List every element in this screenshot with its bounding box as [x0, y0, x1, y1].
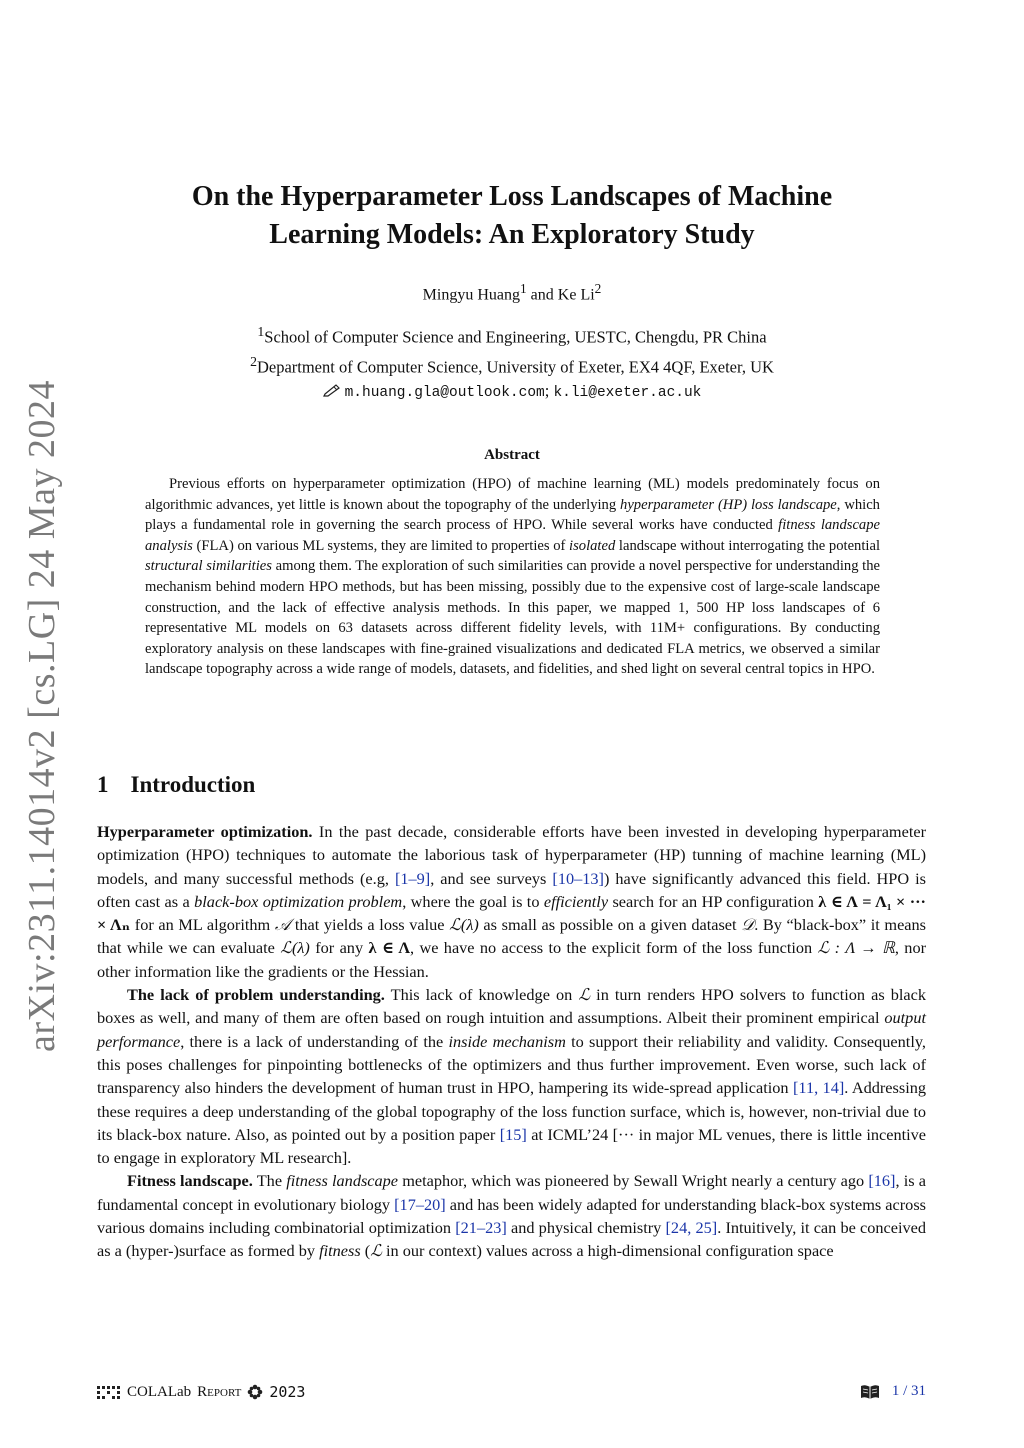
citation-link[interactable]: [10–13]	[552, 868, 604, 888]
pen-icon	[323, 383, 341, 397]
text: ) have significantly advanced this field. HPO is often cast as a	[97, 868, 926, 911]
abstract-emph: hyperparameter (HP) loss landscape	[620, 496, 837, 513]
page-number[interactable]: 1 / 31	[891, 1383, 926, 1399]
affil-mark: 2	[250, 353, 257, 369]
math: ℒ(λ)	[449, 915, 479, 935]
author-list	[100, 281, 924, 304]
abstract-text: among them. The exploration of such similarities can provide a novel perspective for understanding the mechanism behind modern HPO methods, but has been missing, possibly due to the expensive cost of large-scale landscape construction, and the lack of effective analysis methods. In this paper, we mapped 1, 500 HP loss landscapes of 6 representative ML models on 63 datasets across different fidelity levels, with 11M+ configurations. By conducting exploratory analysis on these landscapes with fine-grained visualizations and dedicated FLA metrics, we observed a similar landscape topography across a wide range of models, datasets, and fidelities, and shed light on several central topics in HPO.	[145, 558, 880, 678]
paragraph-lead: Fitness landscape.	[127, 1171, 253, 1191]
email-link[interactable]: k.li@exeter.ac.uk	[553, 385, 702, 401]
citation-link[interactable]: [15]	[499, 1124, 527, 1144]
abstract-emph: structural similarities	[145, 558, 272, 575]
abstract-body	[145, 474, 880, 680]
citation-link[interactable]: [16]	[868, 1171, 896, 1191]
emph: fitness landscape	[286, 1171, 399, 1191]
emph: fitness	[319, 1241, 361, 1261]
math: 𝒟	[741, 915, 755, 935]
email-separator: ;	[544, 381, 554, 400]
text: and physical chemistry	[506, 1218, 666, 1238]
report-label: Report	[197, 1383, 242, 1400]
text: In the past decade, considerable efforts have been invested in developing hyperparameter optimization (HPO) techniques to automate the laborious task of hyperparameter (HP) tunning of machine learning (ML) models, and many successful methods (e.g,	[97, 822, 926, 888]
paper-title	[100, 178, 924, 254]
affil-mark: 1	[257, 324, 265, 339]
paragraph-lead: Hyperparameter optimization.	[97, 822, 313, 841]
text: as small as possible on a given dataset	[478, 915, 742, 935]
author-name: Ke Li	[557, 286, 595, 304]
text: . Intuitively, it can be conceived as a (hyper-)surface as formed by	[97, 1218, 927, 1261]
text: , where the goal is to	[402, 891, 544, 911]
section-title: Introduction	[130, 772, 256, 797]
text: search for an HP configuration	[608, 891, 819, 911]
open-book-icon	[860, 1384, 880, 1400]
text: The	[252, 1171, 287, 1191]
affiliation-1	[100, 320, 924, 350]
title-line-1: On the Hyperparameter Loss Landscapes of Machine	[191, 181, 833, 212]
math: λ ∈ Λ	[368, 938, 411, 958]
text: , there is a lack of understanding of the	[180, 1031, 449, 1051]
affil-text: Department of Computer Science, University of Exeter, EX4 4QF, Exeter, UK	[256, 357, 774, 376]
arxiv-stamp: arXiv:2311.14014v2 [cs.LG] 24 May 2024	[21, 380, 63, 1052]
citation-link[interactable]: [11, 14]	[792, 1078, 845, 1098]
abstract-text: landscape without interrogating the potential	[615, 537, 880, 554]
affiliations	[100, 320, 924, 405]
abstract-text: (FLA) on various ML systems, they are limited to properties of	[192, 537, 570, 554]
text: metaphor, which was pioneered by Sewall Wright nearly a century ago	[398, 1171, 869, 1191]
math: ℒ(λ)	[280, 938, 310, 958]
text: for an ML algorithm	[130, 915, 275, 935]
citation-link[interactable]: [21–23]	[455, 1218, 507, 1238]
section-number: 1	[97, 772, 109, 797]
text: to support their reliability and validity. Consequently, this poses challenges for pinpointing bottlenecks of the optimizers and thus further improvement. Even worse, such lack of transparency also hinders the development of human trust in HPO, hampering its wide-spread application	[97, 1031, 926, 1098]
author-affil-mark: 2	[594, 281, 602, 296]
math: 𝒜	[274, 915, 291, 935]
email-link[interactable]: m.huang.gla@outlook.com	[344, 385, 545, 401]
text: (	[360, 1241, 371, 1261]
intro-body	[97, 820, 926, 1263]
text: , is a fundamental concept in evolutionary biology	[97, 1171, 926, 1214]
paragraph	[97, 983, 926, 1169]
abstract-text: , which plays a fundamental role in governing the search process of HPO. While several works have conducted	[145, 496, 880, 534]
math: ℒ	[578, 985, 591, 1005]
affiliation-2	[100, 350, 924, 380]
text: . Addressing these requires a deep understanding of the global topography of the loss function surface, which is, however, non-trivial due to its black-box nature. Also, as pointed out by a position paper	[97, 1078, 927, 1144]
text: , nor other information like the gradients or the Hessian.	[97, 938, 926, 981]
author-name: Mingyu Huang	[422, 286, 520, 304]
citation-link[interactable]: [1–9]	[394, 868, 431, 888]
paragraph	[97, 1169, 926, 1262]
paragraph	[97, 820, 926, 983]
text: . By “black-box” it means that while we can evaluate	[97, 915, 927, 958]
abstract-emph: fitness landscape analysis	[145, 517, 880, 554]
abstract-text: Previous efforts on hyperparameter optimization (HPO) of machine learning (ML) models predominately focus on algorithmic advances, yet little is known about the topography of the underlying	[145, 476, 880, 513]
author-conjunction: and	[526, 286, 558, 304]
text: This lack of knowledge on	[384, 985, 579, 1005]
text: that yields a loss value	[290, 915, 450, 935]
text: for any	[309, 938, 369, 958]
dots-grid-icon	[97, 1385, 121, 1399]
section-heading	[97, 772, 255, 798]
affil-text: School of Computer Science and Engineering, UESTC, Chengdu, PR China	[264, 327, 767, 347]
report-year: 2023	[269, 1383, 306, 1401]
math: ℒ : Λ → ℝ	[817, 938, 895, 958]
emph: inside mechanism	[448, 1031, 566, 1051]
math: ℒ	[370, 1241, 382, 1261]
title-line-2: Learning Models: An Exploratory Study	[269, 219, 755, 250]
emph: output performance	[97, 1008, 926, 1051]
citation-link[interactable]: [24, 25]	[665, 1218, 718, 1238]
footer-brand	[97, 1383, 305, 1401]
text: , we have no access to the explicit form of the loss function	[410, 938, 818, 958]
citation-link[interactable]: [17–20]	[394, 1194, 446, 1214]
text: , and see surveys	[430, 868, 553, 888]
abstract-emph: isolated	[569, 537, 616, 554]
paragraph-lead: The lack of problem understanding.	[127, 985, 385, 1005]
text: in turn renders HPO solvers to function as black boxes as well, and many of them are often based on rough intuition and assumptions. Albeit their prominent empirical	[97, 985, 926, 1028]
text: in our context) values across a high-dimensional configuration space	[381, 1241, 834, 1261]
text: and has been widely adapted for understanding black-box systems across various domains including combinatorial optimization	[97, 1194, 926, 1238]
author-affil-mark: 1	[520, 281, 527, 296]
emph: efficiently	[543, 891, 609, 911]
abstract-heading: Abstract	[484, 447, 540, 463]
math: λ ∈ Λ = Λ₁ × ··· × Λₙ	[97, 891, 926, 935]
email-line	[100, 379, 924, 405]
text: at ICML’24 [··· in major ML venues, there is little incentive to engage in exploratory ML research].	[97, 1124, 926, 1168]
emph: black-box optimization problem	[194, 891, 403, 911]
footer-page	[860, 1383, 926, 1400]
flower-icon	[247, 1384, 263, 1400]
lab-name: COLALab	[127, 1383, 192, 1400]
